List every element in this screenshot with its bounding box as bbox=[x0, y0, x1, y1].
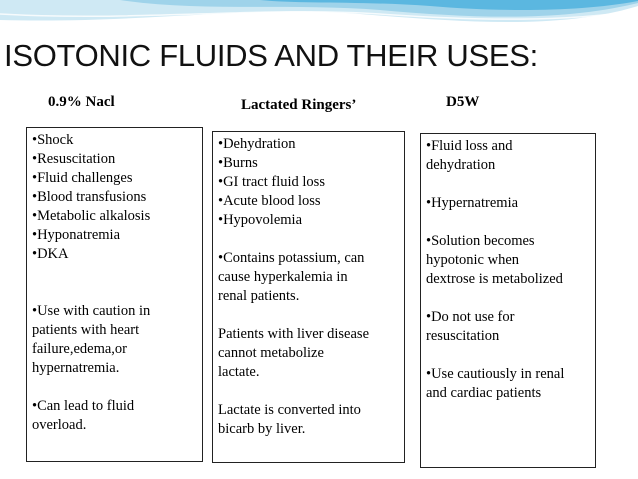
list-item: overload. bbox=[32, 417, 87, 433]
list-item: and cardiac patients bbox=[426, 385, 542, 401]
list-item: •Solution becomes bbox=[426, 233, 535, 249]
list-item: resuscitation bbox=[426, 328, 500, 344]
list-item: hypernatremia. bbox=[32, 360, 120, 376]
list-item: •Metabolic alkalosis bbox=[32, 208, 151, 224]
list-item: •Hypovolemia bbox=[218, 212, 303, 228]
page-title: ISOTONIC FLUIDS AND THEIR USES: bbox=[4, 38, 538, 73]
spacer bbox=[218, 382, 404, 401]
list-item: hypotonic when bbox=[426, 252, 520, 268]
list-item: •Use cautiously in renal bbox=[426, 366, 565, 382]
spacer bbox=[426, 213, 595, 232]
column-heading-d5w: D5W bbox=[446, 94, 480, 110]
list-item: •Blood transfusions bbox=[32, 189, 147, 205]
spacer bbox=[426, 175, 595, 194]
list-item: •Acute blood loss bbox=[218, 193, 321, 209]
list-item: bicarb by liver. bbox=[218, 421, 306, 437]
spacer bbox=[426, 346, 595, 365]
decorative-wave-banner bbox=[0, 0, 638, 40]
spacer bbox=[32, 378, 202, 397]
d5w-uses-box bbox=[420, 133, 596, 468]
list-item: Lactate is converted into bbox=[218, 402, 361, 418]
spacer bbox=[32, 283, 202, 302]
list-item: •Burns bbox=[218, 155, 258, 171]
list-item: •GI tract fluid loss bbox=[218, 174, 325, 190]
list-item: •DKA bbox=[32, 246, 69, 262]
list-item: failure,edema,or bbox=[32, 341, 128, 357]
list-item: cause hyperkalemia in bbox=[218, 269, 348, 285]
list-item: •Contains potassium, can bbox=[218, 250, 365, 266]
spacer bbox=[426, 289, 595, 308]
list-item: lactate. bbox=[218, 364, 260, 380]
list-item: •Hypernatremia bbox=[426, 195, 519, 211]
list-item: •Hyponatremia bbox=[32, 227, 121, 243]
list-item: •Can lead to fluid bbox=[32, 398, 135, 414]
column-heading-lactated-ringers: Lactated Ringers’ bbox=[241, 97, 357, 113]
list-item: •Resuscitation bbox=[32, 151, 116, 167]
list-item: dextrose is metabolized bbox=[426, 271, 563, 287]
list-item: cannot metabolize bbox=[218, 345, 324, 361]
column-heading-nacl: 0.9% Nacl bbox=[48, 94, 115, 110]
lactated-ringers-uses-box bbox=[212, 131, 405, 463]
list-item: •Use with caution in bbox=[32, 303, 151, 319]
list-item: •Do not use for bbox=[426, 309, 515, 325]
spacer bbox=[32, 264, 202, 283]
list-item: •Shock bbox=[32, 132, 74, 148]
list-item: renal patients. bbox=[218, 288, 300, 304]
list-item: Patients with liver disease bbox=[218, 326, 370, 342]
list-item: •Dehydration bbox=[218, 136, 296, 152]
nacl-uses-box bbox=[26, 127, 203, 462]
list-item: •Fluid loss and bbox=[426, 138, 513, 154]
spacer bbox=[218, 230, 404, 249]
list-item: dehydration bbox=[426, 157, 496, 173]
list-item: •Fluid challenges bbox=[32, 170, 133, 186]
list-item: patients with heart bbox=[32, 322, 140, 338]
spacer bbox=[218, 306, 404, 325]
